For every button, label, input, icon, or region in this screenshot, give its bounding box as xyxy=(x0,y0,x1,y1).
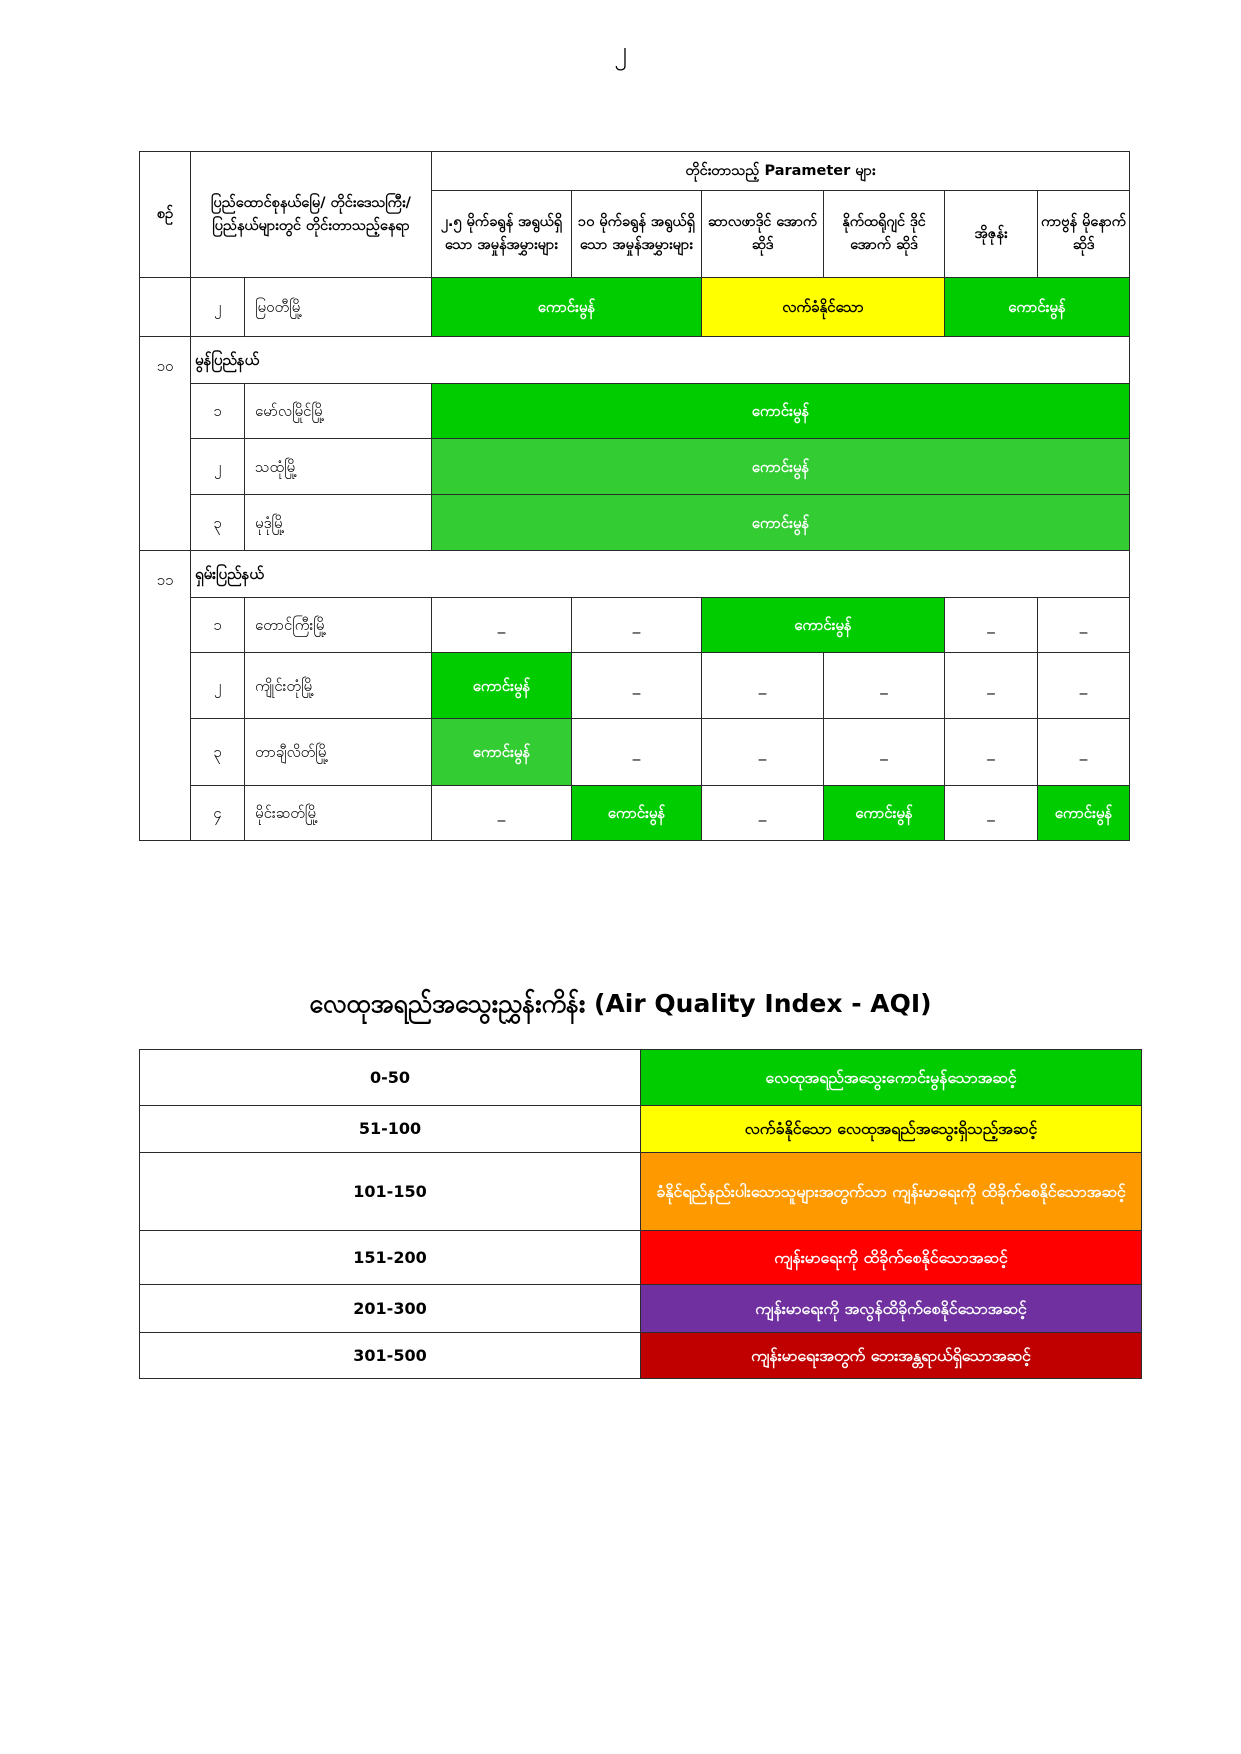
empty-value: _ xyxy=(702,719,824,786)
parameter-o3-header: အိုဇုန်း xyxy=(945,191,1038,278)
empty-value: _ xyxy=(702,653,824,719)
row-number: ၁ xyxy=(191,598,245,653)
empty-value: _ xyxy=(945,719,1038,786)
parameter-pm10-header: ၁၀ မိုက်ခရွန် အရွယ်ရှိသော အမှုန်အမွှားများ xyxy=(572,191,702,278)
location-name: တာချီလိတ်မြို့ xyxy=(245,719,432,786)
aqi-range: 151-200 xyxy=(140,1231,641,1285)
empty-value: _ xyxy=(572,653,702,719)
row-number: ၁ xyxy=(191,384,245,439)
region-name: ရှမ်းပြည်နယ် xyxy=(191,551,1130,598)
region-number: ၁၀ xyxy=(140,337,191,551)
location-name: ကျိုင်းတုံမြို့ xyxy=(245,653,432,719)
aqi-level-row xyxy=(140,1106,1142,1153)
region-name: မွန်ပြည်နယ် xyxy=(191,337,1130,384)
region-row xyxy=(140,337,1130,384)
aqi-level-label: လက်ခံနိုင်သော လေထုအရည်အသွေးရှိသည့်အဆင့် xyxy=(641,1106,1142,1153)
location-name: သထုံမြို့ xyxy=(245,439,432,495)
location-name: မြဝတီမြို့ xyxy=(245,278,432,337)
table-row xyxy=(140,653,1130,719)
table-row xyxy=(140,384,1130,439)
table-row xyxy=(140,439,1130,495)
row-number: ၂ xyxy=(191,653,245,719)
location-name: မုဒုံမြို့ xyxy=(245,495,432,551)
aqi-range: 301-500 xyxy=(140,1333,641,1379)
status-cell: လက်ခံနိုင်သော xyxy=(702,278,945,337)
empty-value: _ xyxy=(945,786,1038,841)
aqi-level-label: လေထုအရည်အသွေးကောင်းမွန်သောအဆင့် xyxy=(641,1050,1142,1106)
status-cell: ကောင်းမွန် xyxy=(432,439,1130,495)
location-name: မိုင်းဆတ်မြို့ xyxy=(245,786,432,841)
row-number: ၃ xyxy=(191,719,245,786)
aqi-title: လေထုအရည်အသွေးညွှန်းကိန်း (Air Quality Index - AQI) xyxy=(309,989,932,1018)
row-blank xyxy=(140,278,191,337)
status-cell: ကောင်းမွန် xyxy=(432,495,1130,551)
aqi-range: 101-150 xyxy=(140,1153,641,1231)
header-row-1 xyxy=(140,152,1130,191)
aqi-level-row xyxy=(140,1050,1142,1106)
status-cell: ကောင်းမွန် xyxy=(572,786,702,841)
status-cell: ကောင်းမွန် xyxy=(432,384,1130,439)
location-name: မော်လမြိုင်မြို့ xyxy=(245,384,432,439)
parameters-header: တိုင်းတာသည့် Parameter များ xyxy=(432,152,1130,191)
serial-column-header: စဉ် xyxy=(140,152,191,278)
status-cell: ကောင်းမွန် xyxy=(1038,786,1130,841)
empty-value: _ xyxy=(824,653,945,719)
table-row xyxy=(140,598,1130,653)
empty-value: _ xyxy=(572,719,702,786)
parameter-so2-header: ဆာလဖာဒိုင် အောက်ဆိုဒ် xyxy=(702,191,824,278)
row-number: ၄ xyxy=(191,786,245,841)
empty-value: _ xyxy=(1038,598,1130,653)
aqi-level-row xyxy=(140,1231,1142,1285)
air-quality-measurement-table xyxy=(139,151,1130,841)
empty-value: _ xyxy=(432,598,572,653)
parameter-pm25-header: ၂.၅ မိုက်ခရွန် အရွယ်ရှိသော အမှုန်အမွှားများ xyxy=(432,191,572,278)
empty-value: _ xyxy=(824,719,945,786)
aqi-level-label: ကျန်းမာရေးကို ထိခိုက်စေနိုင်သောအဆင့် xyxy=(641,1231,1142,1285)
aqi-level-row xyxy=(140,1333,1142,1379)
empty-value: _ xyxy=(1038,653,1130,719)
aqi-level-row xyxy=(140,1285,1142,1333)
status-cell: ကောင်းမွန် xyxy=(432,653,572,719)
status-cell: ကောင်းမွန် xyxy=(702,598,945,653)
status-cell: ကောင်းမွန် xyxy=(945,278,1130,337)
status-cell: ကောင်းမွန် xyxy=(824,786,945,841)
parameter-co-header: ကာဗွန် မိုနောက် ဆိုဒ် xyxy=(1038,191,1130,278)
empty-value: _ xyxy=(945,598,1038,653)
status-cell: ကောင်းမွန် xyxy=(432,278,702,337)
aqi-range: 201-300 xyxy=(140,1285,641,1333)
location-name: တောင်ကြီးမြို့ xyxy=(245,598,432,653)
table-row xyxy=(140,495,1130,551)
empty-value: _ xyxy=(702,786,824,841)
aqi-level-row xyxy=(140,1153,1142,1231)
aqi-level-label: ခံနိုင်ရည်နည်းပါးသောသူများအတွက်သာ ကျန်းမာရေးကို ထိခိုက်စေနိုင်သောအဆင့် xyxy=(641,1153,1142,1231)
row-number: ၃ xyxy=(191,495,245,551)
table-row xyxy=(140,278,1130,337)
aqi-legend-table xyxy=(139,1049,1142,1379)
parameter-no2-header: နိုက်ထရိုဂျင် ဒိုင်အောက် ဆိုဒ် xyxy=(824,191,945,278)
aqi-level-label: ကျန်းမာရေးအတွက် ဘေးအန္တရာယ်ရှိသောအဆင့် xyxy=(641,1333,1142,1379)
location-column-header: ပြည်ထောင်စုနယ်မြေ/ တိုင်းဒေသကြီး/ ပြည်နယ်များတွင် တိုင်းတာသည့်နေရာ xyxy=(191,152,432,278)
aqi-range: 0-50 xyxy=(140,1050,641,1106)
row-number: ၂ xyxy=(191,439,245,495)
region-number: ၁၁ xyxy=(140,551,191,841)
table-row xyxy=(140,719,1130,786)
row-number: ၂ xyxy=(191,278,245,337)
empty-value: _ xyxy=(572,598,702,653)
aqi-level-label: ကျန်းမာရေးကို အလွန်ထိခိုက်စေနိုင်သောအဆင့် xyxy=(641,1285,1142,1333)
empty-value: _ xyxy=(945,653,1038,719)
status-cell: ကောင်းမွန် xyxy=(432,719,572,786)
empty-value: _ xyxy=(432,786,572,841)
empty-value: _ xyxy=(1038,719,1130,786)
region-row xyxy=(140,551,1130,598)
table-row xyxy=(140,786,1130,841)
aqi-range: 51-100 xyxy=(140,1106,641,1153)
page-number: ၂ xyxy=(614,36,627,66)
